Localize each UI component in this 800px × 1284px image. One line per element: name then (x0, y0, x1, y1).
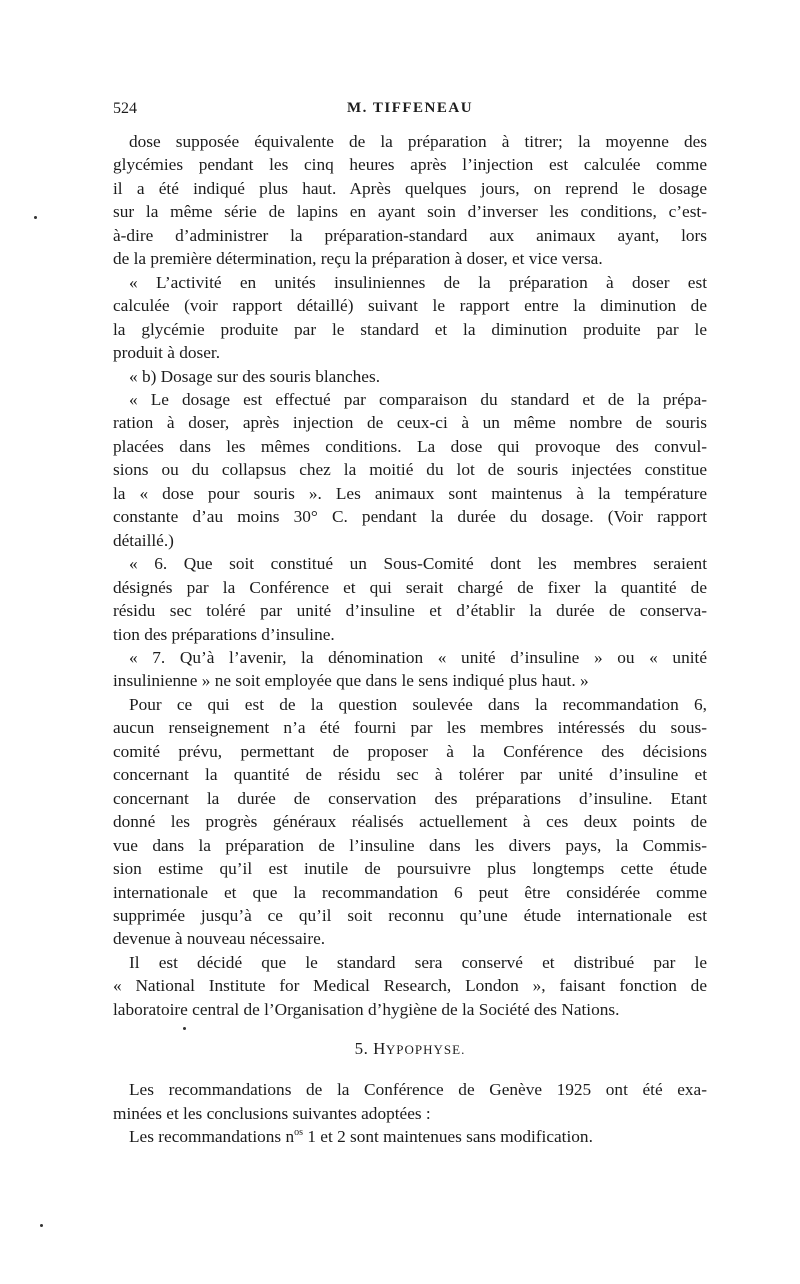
paragraph (113, 693, 707, 951)
text-line: détaillé.) (113, 530, 174, 550)
text-line: placées dans les mêmes conditions. La dose qui provoque des convul- (113, 436, 707, 456)
paragraph (113, 951, 707, 1021)
text-line: « National Institute for Medical Research, London », faisant fonction de (113, 976, 707, 996)
text-line: glycémies pendant les cinq heures après l’injection est calculée comme (113, 155, 707, 175)
text-line: insulinienne » ne soit employée que dans le sens indiqué plus haut. » (113, 671, 589, 691)
paragraph (113, 646, 707, 693)
paragraph (113, 365, 707, 388)
text-line: constante d’au moins 30° C. pendant la durée du dosage. (Voir rapport (113, 507, 707, 527)
text-line: concernant la quantité de résidu sec à tolérer par unité d’insuline et (113, 765, 707, 785)
text-line: concernant la durée de conservation des préparations d’insuline. Etant (113, 788, 707, 808)
print-speck (40, 1224, 43, 1227)
section-heading (113, 1037, 707, 1061)
text-line: Pour ce qui est de la question soulevée dans la recommandation 6, (129, 694, 707, 714)
paragraph-group-bottom (113, 1078, 707, 1125)
text-line: « 6. Que soit constitué un Sous-Comité dont les membres seraient (129, 554, 707, 574)
paragraph-group-top (113, 130, 707, 1021)
text-line: de la première détermination, reçu la préparation à doser, et vice versa. (113, 249, 603, 269)
final-line-start: Les recommandations n (129, 1127, 295, 1147)
text-line: « 7. Qu’à l’avenir, la dénomination « unité d’insuline » ou « unité (129, 647, 707, 667)
text-line: à-dire d’administrer la préparation-standard aux animaux ayant, lors (113, 225, 707, 245)
text-line: désignés par la Conférence et qui serait chargé de fixer la quantité de (113, 577, 707, 597)
text-line: laboratoire central de l’Organisation d’hygiène de la Société des Nations. (113, 999, 620, 1019)
paragraph (113, 388, 707, 552)
text-line: « b) Dosage sur des souris blanches. (129, 366, 381, 386)
paragraph (113, 271, 707, 365)
final-line-end: 1 et 2 sont maintenues sans modification. (303, 1127, 593, 1147)
text-line: supprimée jusqu’à ce qu’il soit reconnu qu’une étude internationale est (113, 905, 707, 925)
text-line: vue dans la préparation de l’insuline dans les divers pays, la Commis- (113, 835, 707, 855)
text-line: tion des préparations d’insuline. (113, 624, 335, 644)
section-title-initial: H (373, 1039, 386, 1059)
text-line: sur la même série de lapins en ayant soin d’inverser les conditions, c’est- (113, 202, 707, 222)
text-line: donné les progrès généraux réalisés actuellement à ces deux points de (113, 812, 707, 832)
text-line: sions ou du collapsus chez la moitié du lot de souris injectées constitue (113, 460, 707, 480)
section-title-rest: YPOPHYSE. (385, 1042, 466, 1058)
body-text (113, 130, 707, 1149)
paragraph (113, 1125, 707, 1148)
text-line: dose supposée équivalente de la préparation à titrer; la moyenne des (129, 132, 707, 151)
print-speck (183, 1027, 186, 1030)
text-line: « L’activité en unités insuliniennes de la préparation à doser est (129, 272, 707, 292)
text-line: sion estime qu’il est inutile de poursuivre plus longtemps cette étude (113, 859, 707, 879)
paragraph (113, 552, 707, 646)
section-number: 5. (354, 1039, 369, 1059)
text-line: aucun renseignement n’a été fourni par les membres intéressés du sous- (113, 718, 707, 738)
running-title: M. TIFFENEAU (346, 100, 474, 116)
print-speck (34, 216, 37, 219)
text-line: la « dose pour souris ». Les animaux sont maintenus à la température (113, 483, 707, 503)
paragraph (113, 1078, 707, 1125)
text-line: Il est décidé que le standard sera conservé et distribué par le (129, 952, 707, 972)
text-line: produit à doser. (113, 343, 221, 363)
text-line: minées et les conclusions suivantes adoptées : (113, 1103, 431, 1123)
text-line: devenue à nouveau nécessaire. (113, 929, 326, 949)
text-line: internationale et que la recommandation 6 peut être considérée comme (113, 882, 707, 902)
text-line: « Le dosage est effectué par comparaison du standard et de la prépa- (129, 389, 707, 409)
paragraph (113, 130, 707, 271)
text-line: résidu sec toléré par unité d’insuline et d’établir la durée de conserva- (113, 601, 707, 621)
text-line: la glycémie produite par le standard et la diminution produite par le (113, 319, 707, 339)
text-line: il a été indiqué plus haut. Après quelques jours, on reprend le dosage (113, 178, 707, 198)
final-line-superscript: os (294, 1127, 303, 1139)
text-line (113, 1125, 707, 1148)
page-number: 524 (113, 100, 137, 117)
text-line: Les recommandations de la Conférence de Genève 1925 ont été exa- (129, 1080, 707, 1100)
text-line: comité prévu, permettant de proposer à la Conférence des décisions (113, 741, 707, 761)
text-line: calculée (voir rapport détaillé) suivant le rapport entre la diminution de (113, 296, 707, 316)
running-head (113, 100, 707, 124)
text-line: ration à doser, après injection de ceux-ci à un même nombre de souris (113, 413, 707, 433)
